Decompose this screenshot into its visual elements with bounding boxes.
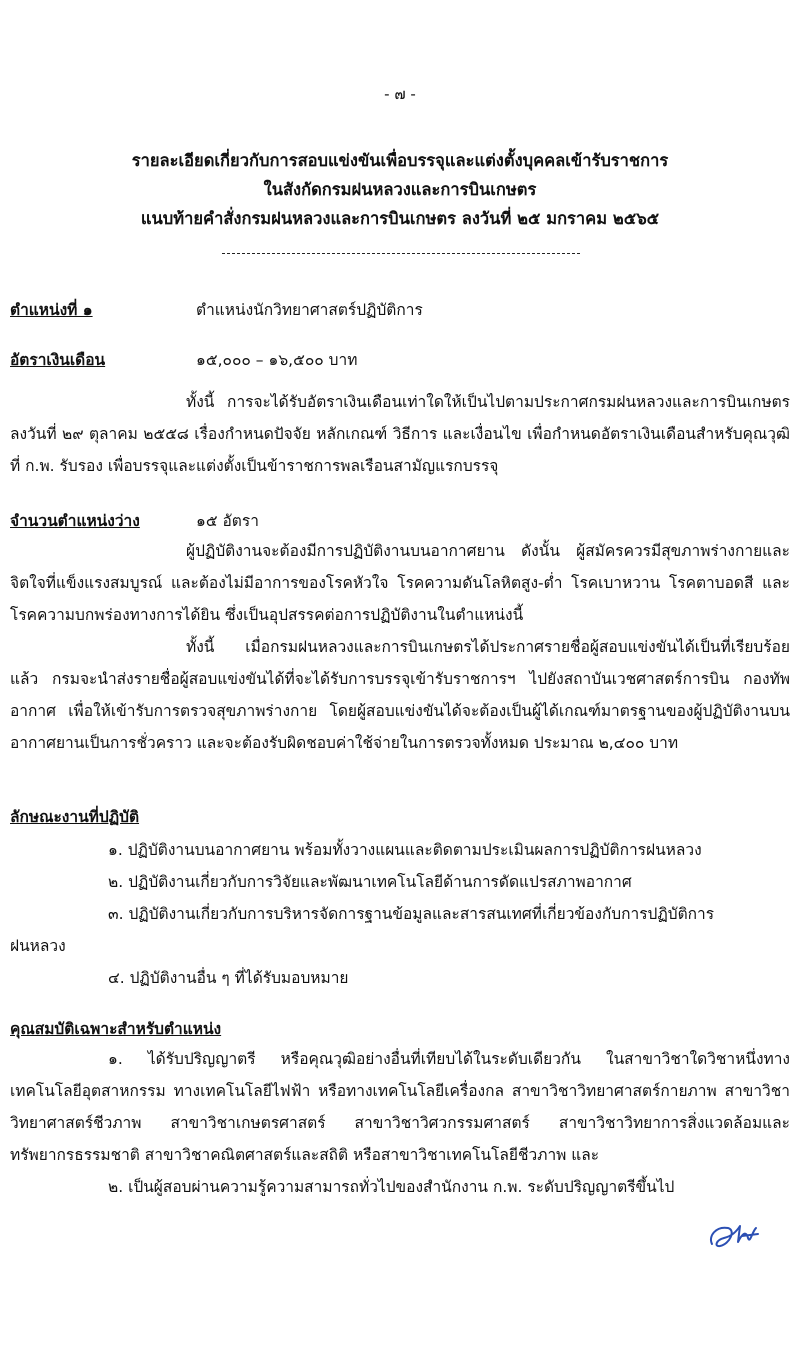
duty-item-2: ๒. ปฏิบัติงานเกี่ยวกับการวิจัยและพัฒนาเทคโนโลยีด้านการดัดแปรสภาพอากาศ [108, 873, 632, 891]
duty-item-3: ๓. ปฏิบัติงานเกี่ยวกับการบริหารจัดการฐานข้อมูลและสารสนเทศที่เกี่ยวข้องกับการปฏิบัติการ [108, 905, 715, 923]
position-value: ตำแหน่งนักวิทยาศาสตร์ปฏิบัติการ [196, 301, 423, 319]
doc-title-line1: รายละเอียดเกี่ยวกับการสอบแข่งขันเพื่อบรรจุและแต่งตั้งบุคคลเข้ารับราชการ [131, 151, 669, 170]
vacancies-value: ๑๕ อัตรา [196, 512, 259, 530]
qualifications-label: คุณสมบัติเฉพาะสำหรับตำแหน่ง [10, 1020, 222, 1038]
vacancies-paragraph-1: ผู้ปฏิบัติงานจะต้องมีการปฏิบัติงานบนอากาศยาน ดังนั้น ผู้สมัครควรมีสุขภาพร่างกายและจิตใจที่แข็งแรงสมบูรณ์ และต้องไม่มีอาการของโรคหัวใจ โรคความดันโลหิตสูง-ต่ำ โรคเบาหวาน โรคตาบอดสี และโรคความบกพร่องทางการได้ยิน ซึ่งเป็นอุปสรรคต่อการปฏิบัติงานในตำแหน่งนี้ [10, 542, 790, 624]
vacancies-paragraph-2: ทั้งนี้ เมื่อกรมฝนหลวงและการบินเกษตรได้ประกาศรายชื่อผู้สอบแข่งขันได้เป็นที่เรียบร้อยแล้ว กรมจะนำส่งรายชื่อผู้สอบแข่งขันได้ที่จะได้รับการบรรจุเข้ารับราชการฯ ไปยังสถาบันเวชศาสตร์การบิน กองทัพอากาศ เพื่อให้เข้ารับการตรวจสุขภาพร่างกาย โดยผู้สอบแข่งขันได้จะต้องเป็นผู้ได้เกณฑ์มาตรฐานของผู้ปฏิบัติงานบนอากาศยานเป็นการชั่วคราว และจะต้องรับผิดชอบค่าใช้จ่ายในการตรวจทั้งหมด ประมาณ ๒,๔๐๐ บาท [10, 638, 790, 752]
duty-item-4: ๔. ปฏิบัติงานอื่น ๆ ที่ได้รับมอบหมาย [108, 969, 349, 987]
page-number: - ๗ - [384, 85, 416, 103]
salary-label: อัตราเงินเดือน [10, 351, 106, 369]
position-label: ตำแหน่งที่ ๑ [10, 301, 93, 319]
qualification-item-2: ๒. เป็นผู้สอบผ่านความรู้ความสามารถทั่วไปของสำนักงาน ก.พ. ระดับปริญญาตรีขึ้นไป [108, 1178, 675, 1196]
separator-rule [222, 253, 580, 254]
qualification-item-1: ๑. ได้รับปริญญาตรี หรือคุณวุฒิอย่างอื่นที่เทียบได้ในระดับเดียวกัน ในสาขาวิชาใดวิชาหนึ่งทางเทคโนโลยีอุตสาหกรรม ทางเทคโนโลยีไฟฟ้า หรือทางเทคโนโลยีเครื่องกล สาขาวิชาวิทยาศาสตร์กายภาพ สาขาวิชาวิทยาศาสตร์ชีวภาพ สาขาวิชาเกษตรศาสตร์ สาขาวิชาวิศวกรรมศาสตร์ สาขาวิชาวิทยาการสิ่งแวดล้อมและทรัพยากรธรรมชาติ สาขาวิชาคณิตศาสตร์และสถิติ หรือสาขาวิชาเทคโนโลยีชีวภาพ และ [10, 1050, 790, 1164]
salary-value: ๑๕,๐๐๐ – ๑๖,๕๐๐ บาท [196, 351, 358, 369]
doc-title-line3: แนบท้ายคำสั่งกรมฝนหลวงและการบินเกษตร ลงวันที่ ๒๕ มกราคม ๒๕๖๕ [140, 209, 660, 228]
vacancies-label: จำนวนตำแหน่งว่าง [10, 512, 140, 530]
doc-title-line2: ในสังกัดกรมฝนหลวงและการบินเกษตร [263, 180, 537, 199]
duty-item-1: ๑. ปฏิบัติงานบนอากาศยาน พร้อมทั้งวางแผนและติดตามประเมินผลการปฏิบัติการฝนหลวง [108, 841, 702, 859]
salary-note: ทั้งนี้ การจะได้รับอัตราเงินเดือนเท่าใดให้เป็นไปตามประกาศกรมฝนหลวงและการบินเกษตร ลงวันที่ ๒๙ ตุลาคม ๒๕๕๘ เรื่องกำหนดปัจจัย หลักเกณฑ์ วิธีการ และเงื่อนไข เพื่อกำหนดอัตราเงินเดือนสำหรับคุณวุฒิที่ ก.พ. รับรอง เพื่อบรรจุและแต่งตั้งเป็นข้าราชการพลเรือนสามัญแรกบรรจุ [10, 393, 790, 475]
duties-label: ลักษณะงานที่ปฏิบัติ [10, 808, 140, 826]
signature-mark [706, 1218, 762, 1252]
duty-item-3-continued: ฝนหลวง [10, 937, 66, 955]
